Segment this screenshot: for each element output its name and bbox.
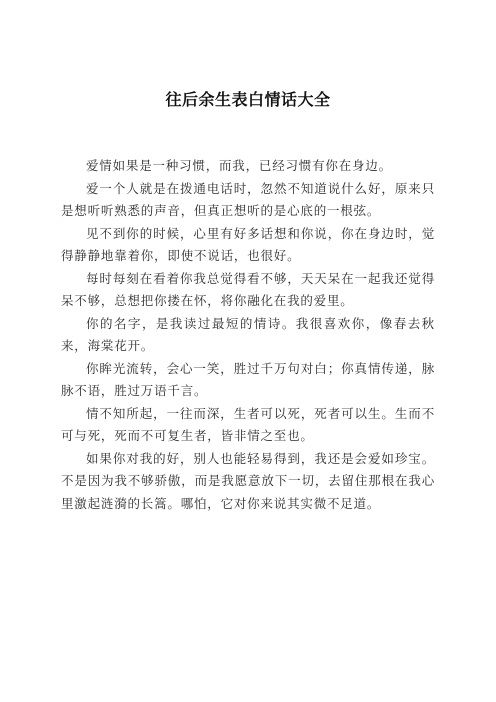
paragraph-4: 每时每刻在看着你我总觉得看不够，天天呆在一起我还觉得呆不够，总想把你搂在怀，将你融化在我的爱里。	[61, 270, 435, 308]
paragraph-2: 爱一个人就是在拨通电话时，忽然不知道说什么好，原来只是想听听熟悉的声音，但真正想听的是心底的一根弦。	[61, 180, 435, 218]
paragraph-1: 爱情如果是一种习惯，而我，已经习惯有你在身边。	[86, 158, 392, 173]
document-body	[61, 155, 435, 515]
paragraph-8: 如果你对我的好，别人也能轻易得到，我还是会爱如珍宝。不是因为我不够骄傲，而是我愿意放下一切，去留住那根在我心里激起涟漪的长篙。哪怕，它对你来说其实微不足道。	[61, 450, 435, 511]
paragraph-5: 你的名字，是我读过最短的情诗。我很喜欢你，像春去秋来，海棠花开。	[61, 315, 435, 353]
paragraph-7: 情不知所起，一往而深，生者可以死，死者可以生。生而不可与死，死而不可复生者，皆非情之至也。	[61, 405, 435, 443]
paragraph-3: 见不到你的时候，心里有好多话想和你说，你在身边时，觉得静静地靠着你，即使不说话，也很好。	[61, 225, 435, 263]
document-title: 往后余生表白情话大全	[165, 90, 331, 109]
paragraph-6: 你眸光流转，会心一笑，胜过千万句对白；你真情传递，脉脉不语，胜过万语千言。	[61, 360, 435, 398]
